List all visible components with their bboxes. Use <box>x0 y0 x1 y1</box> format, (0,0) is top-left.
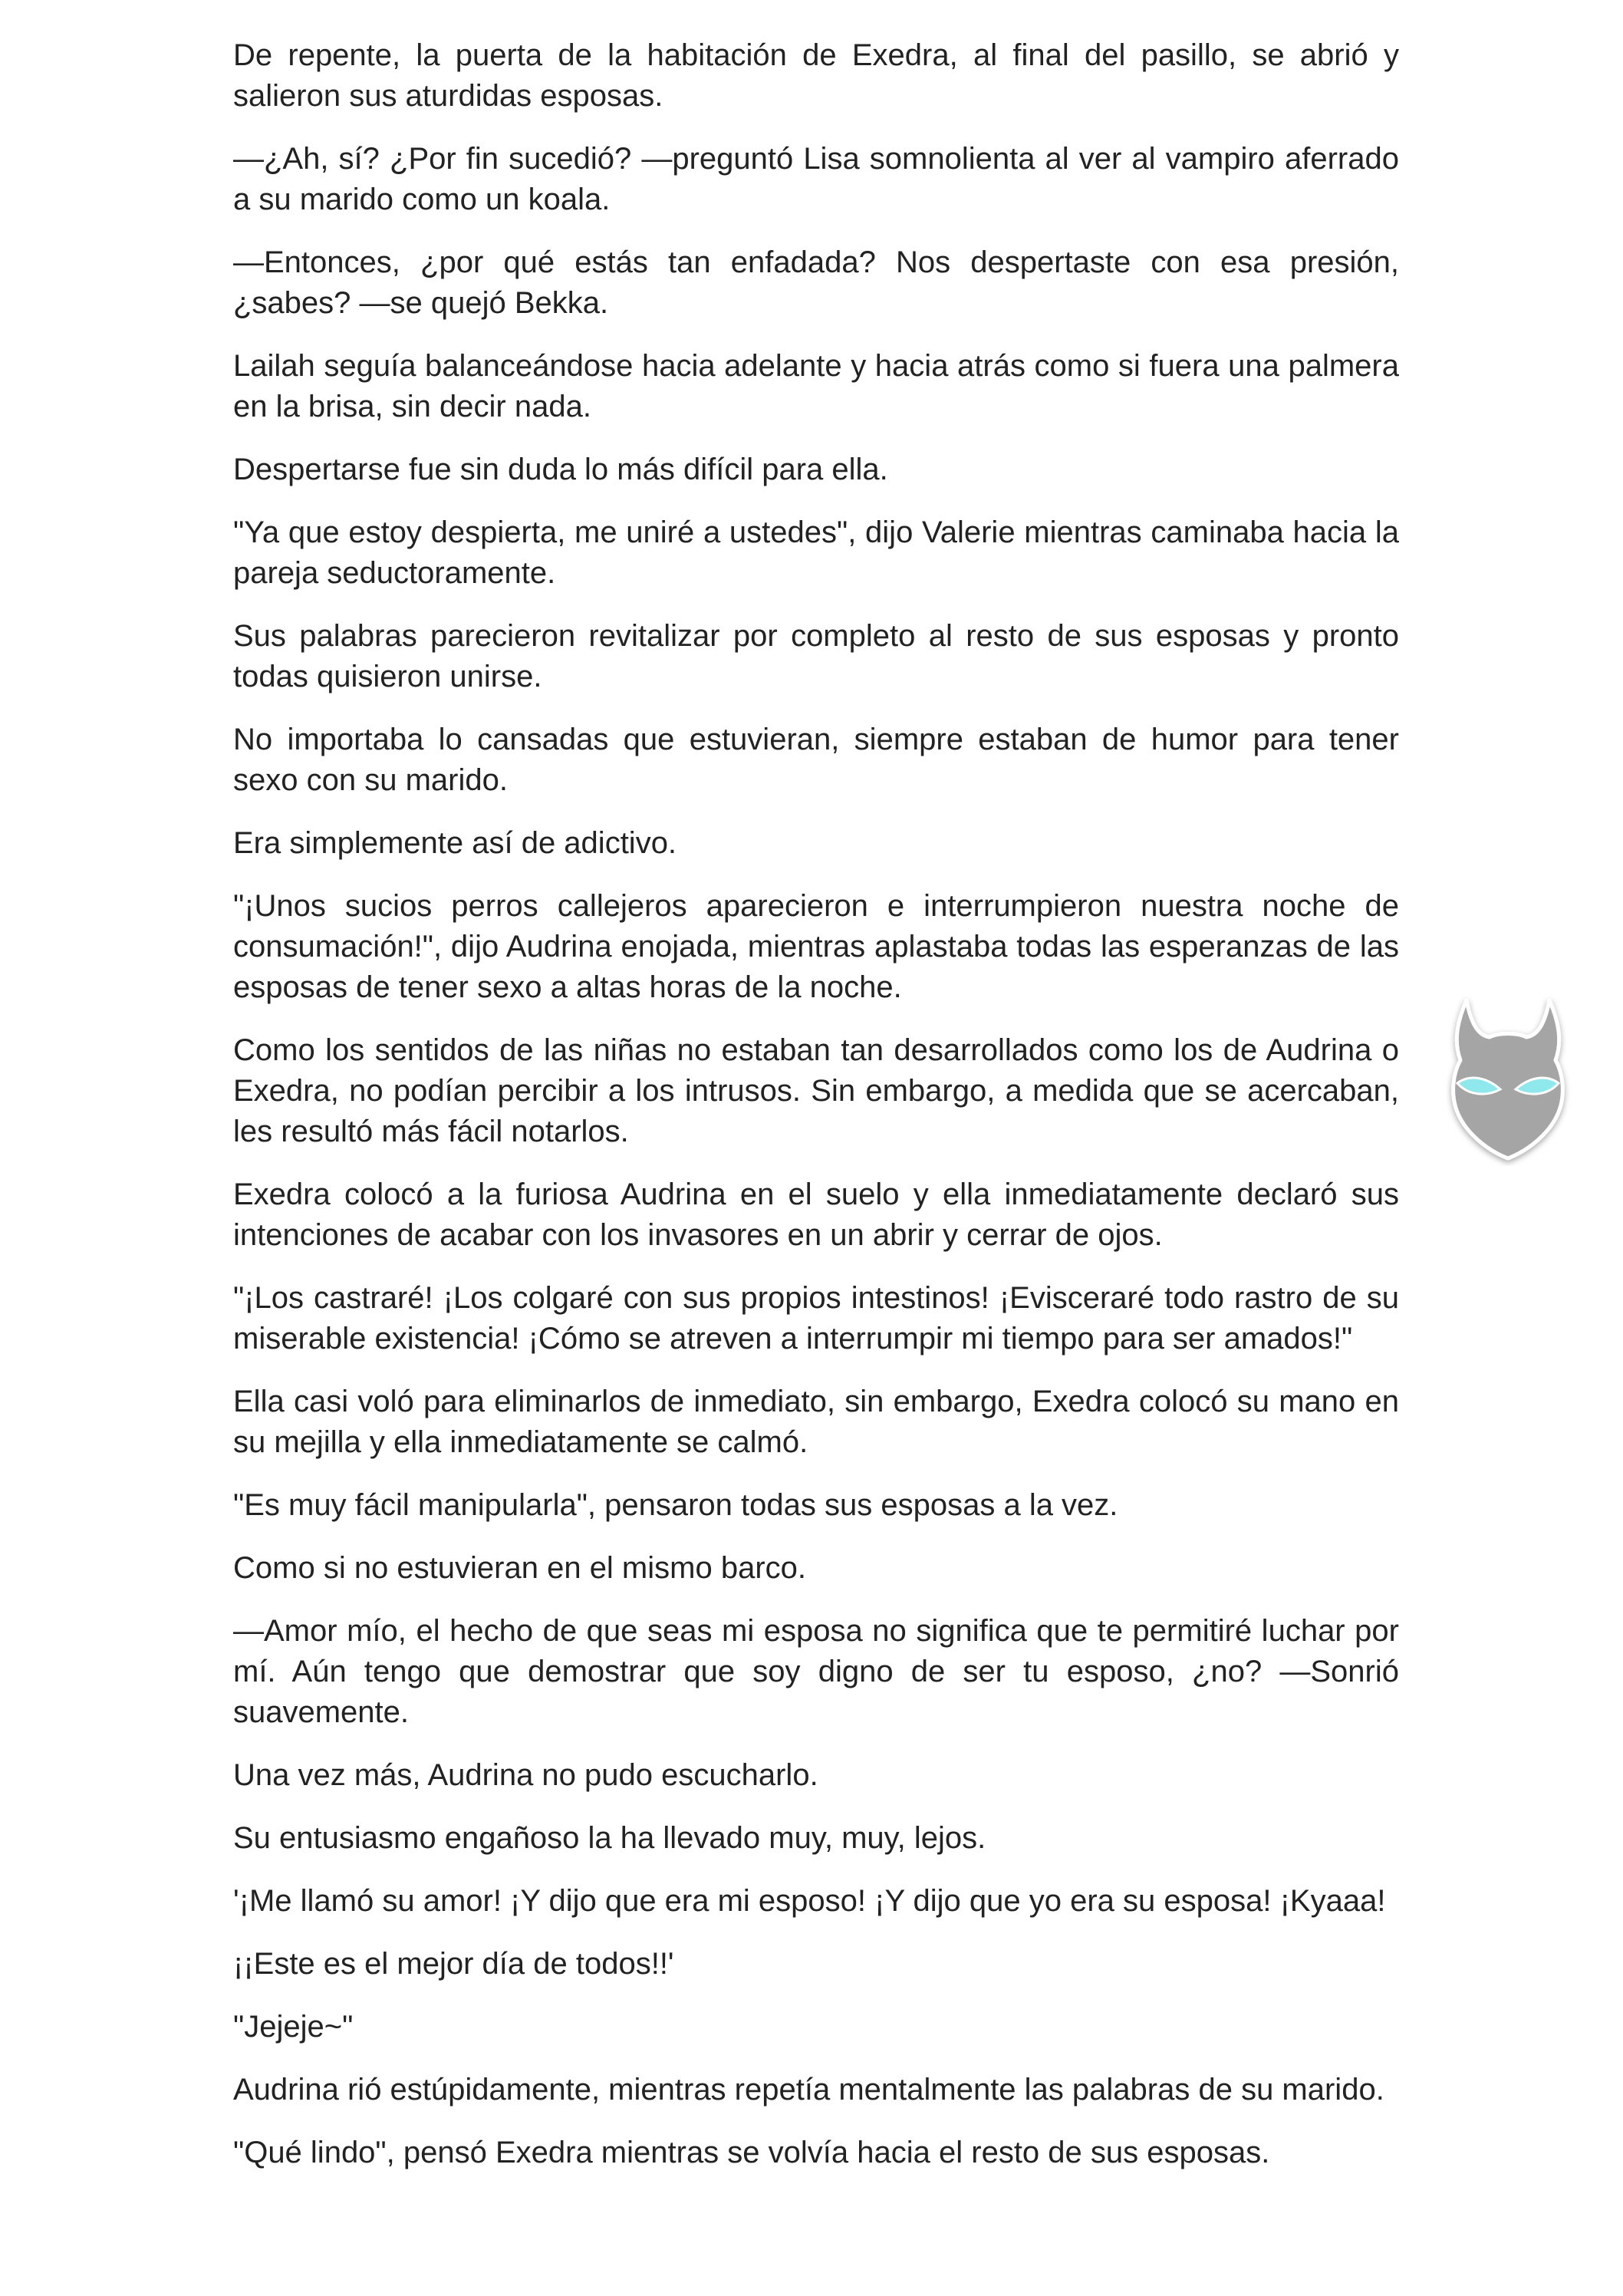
paragraph: Audrina rió estúpidamente, mientras repetía mentalmente las palabras de su marido. <box>233 2073 1384 2107</box>
paragraph: No importaba lo cansadas que estuvieran, siempre estaban de humor para tener sexo con su marido. <box>233 723 1399 797</box>
text-column <box>233 35 1399 2196</box>
paragraph: "Qué lindo", pensó Exedra mientras se volvía hacia el resto de sus esposas. <box>233 2136 1270 2169</box>
paragraph: Era simplemente así de adictivo. <box>233 826 677 860</box>
paragraph: "Jejeje~" <box>233 2010 354 2044</box>
paragraph: Sus palabras parecieron revitalizar por completo al resto de sus esposas y pronto todas quisieron unirse. <box>233 619 1399 693</box>
paragraph: Como si no estuvieran en el mismo barco. <box>233 1551 806 1585</box>
paragraph: De repente, la puerta de la habitación de Exedra, al final del pasillo, se abrió y salieron sus aturdidas esposas. <box>233 38 1399 113</box>
paragraph: "¡Los castraré! ¡Los colgaré con sus propios intestinos! ¡Evisceraré todo rastro de su miserable existencia! ¡Cómo se atreven a interrumpir mi tiempo para ser amados!" <box>233 1281 1399 1356</box>
paragraph: "¡Unos sucios perros callejeros aparecieron e interrumpieron nuestra noche de consumación!", dijo Audrina enojada, mientras aplastaba todas las esperanzas de las esposas de tener sexo a altas horas de la noche. <box>233 889 1399 1004</box>
paragraph: —Entonces, ¿por qué estás tan enfadada? Nos despertaste con esa presión, ¿sabes? —se quejó Bekka. <box>233 245 1399 320</box>
paragraph: Lailah seguía balanceándose hacia adelante y hacia atrás como si fuera una palmera en la brisa, sin decir nada. <box>233 349 1399 423</box>
paragraph: "Es muy fácil manipularla", pensaron todas sus esposas a la vez. <box>233 1488 1118 1522</box>
paragraph: Su entusiasmo engañoso la ha llevado muy, muy, lejos. <box>233 1821 986 1855</box>
paragraph: ¡¡Este es el mejor día de todos!!' <box>233 1947 674 1981</box>
horned-demon-head-icon <box>1436 994 1580 1166</box>
paragraph: Como los sentidos de las niñas no estaban tan desarrollados como los de Audrina o Exedra, no podían percibir a los intrusos. Sin embargo, a medida que se acercaban, les resultó más fácil notarlos. <box>233 1033 1399 1148</box>
paragraph: Una vez más, Audrina no pudo escucharlo. <box>233 1758 818 1792</box>
paragraph: —Amor mío, el hecho de que seas mi esposa no significa que te permitiré luchar por mí. Aún tengo que demostrar que soy digno de ser tu esposo, ¿no? —Sonrió suavemente. <box>233 1614 1399 1729</box>
paragraph: Ella casi voló para eliminarlos de inmediato, sin embargo, Exedra colocó su mano en su mejilla y ella inmediatamente se calmó. <box>233 1385 1399 1459</box>
paragraph: "Ya que estoy despierta, me uniré a ustedes", dijo Valerie mientras caminaba hacia la pareja seductoramente. <box>233 516 1399 590</box>
paragraph: Exedra colocó a la furiosa Audrina en el suelo y ella inmediatamente declaró sus intenciones de acabar con los invasores en un abrir y cerrar de ojos. <box>233 1178 1399 1252</box>
paragraph: —¿Ah, sí? ¿Por fin sucedió? —preguntó Lisa somnolienta al ver al vampiro aferrado a su marido como un koala. <box>233 142 1399 216</box>
paragraph: Despertarse fue sin duda lo más difícil para ella. <box>233 453 888 486</box>
paragraph: '¡Me llamó su amor! ¡Y dijo que era mi esposo! ¡Y dijo que yo era su esposa! ¡Kyaaa! <box>233 1884 1386 1918</box>
